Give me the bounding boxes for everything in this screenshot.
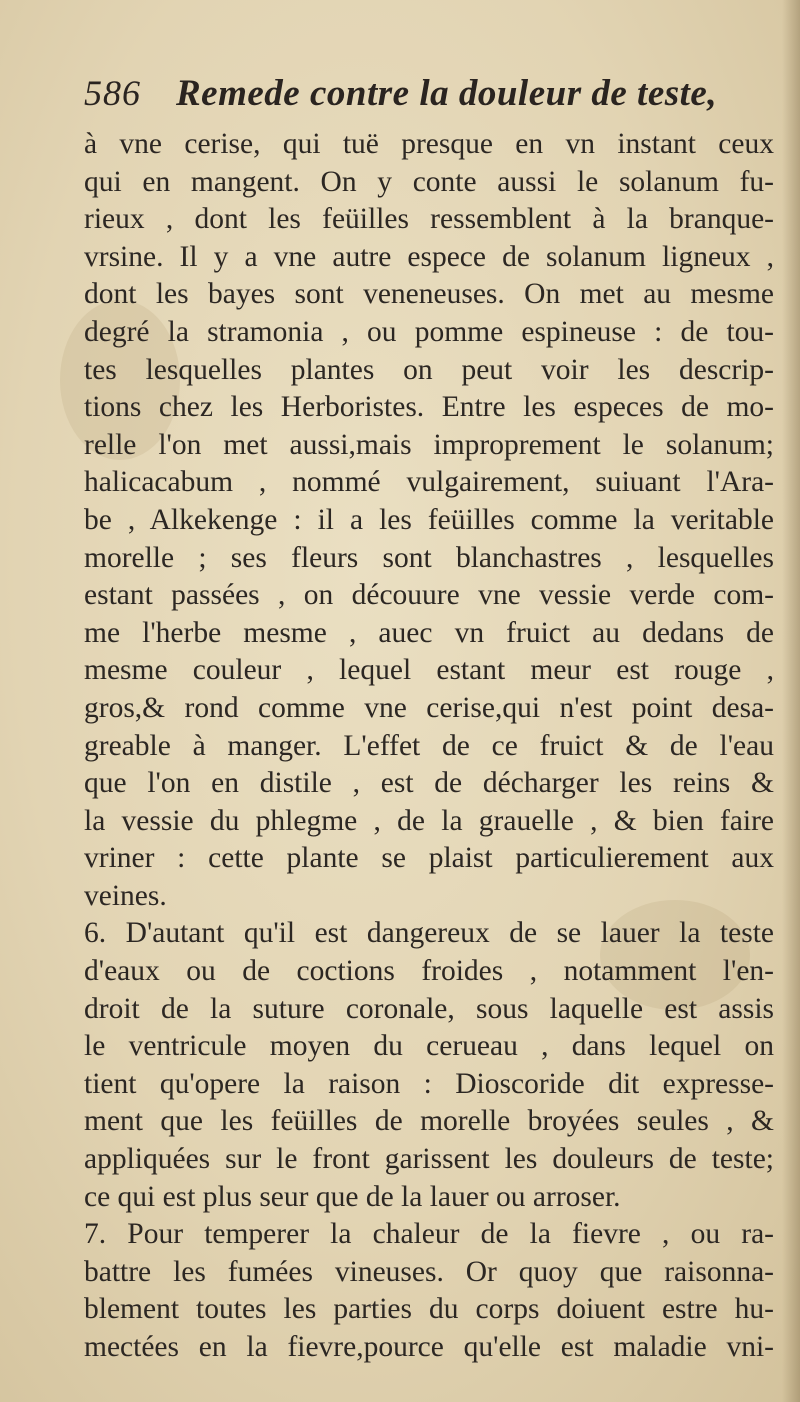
body-text <box>84 126 774 1367</box>
text-line: le ventricule moyen du cerueau , dans lequel on <box>84 1030 774 1063</box>
text-line: relle l'on met aussi,mais improprement le solanum; <box>84 428 774 461</box>
text-line: 6. D'autant qu'il est dangereux de se lauer la teste <box>84 917 774 950</box>
text-line: rieux , dont les feüilles ressemblent à la branque- <box>84 203 774 236</box>
text-line: à vne cerise, qui tuë presque en vn instant ceux <box>84 128 774 160</box>
text-line: d'eaux ou de coctions froides , notamment l'en- <box>84 955 774 988</box>
text-line: appliquées sur le front garissent les douleurs de teste; <box>84 1143 774 1176</box>
text-line: veines. <box>84 879 167 912</box>
text-line: gros,& rond comme vne cerise,qui n'est point desa- <box>84 691 774 724</box>
text-line: estant passées , on découure vne vessie verde com- <box>84 579 774 612</box>
text-line: blement toutes les parties du corps doiuent estre hu- <box>84 1293 774 1326</box>
text-line: vriner : cette plante se plaist particulierement aux <box>84 842 774 875</box>
text-line: mectées en la fievre,pource qu'elle est maladie vni- <box>84 1331 774 1363</box>
text-line: dont les bayes sont veneneuses. On met au mesme <box>84 278 774 311</box>
text-line: ment que les feüilles de morelle broyées seules , & <box>84 1105 774 1138</box>
text-line: morelle ; ses fleurs sont blanchastres , lesquelles <box>84 541 774 574</box>
page-number: 586 <box>84 73 141 113</box>
text-line: vrsine. Il y a vne autre espece de solanum ligneux , <box>84 240 774 273</box>
text-line: ce qui est plus seur que de la lauer ou arroser. <box>84 1180 621 1213</box>
text-line: battre les fumées vineuses. Or quoy que raisonna- <box>84 1255 774 1288</box>
text-line: droit de la suture coronale, sous laquelle est assis <box>84 992 774 1025</box>
text-line: 7. Pour temperer la chaleur de la fievre , ou ra- <box>84 1218 774 1251</box>
text-line: tes lesquelles plantes on peut voir les descrip- <box>84 353 774 386</box>
text-line: me l'herbe mesme , auec vn fruict au dedans de <box>84 616 774 649</box>
text-line: tions chez les Herboristes. Entre les especes de mo- <box>84 391 774 424</box>
text-line: la vessie du phlegme , de la grauelle , & bien faire <box>84 804 774 837</box>
running-title: Remede contre la douleur de teste, <box>176 73 718 114</box>
text-line: halicacabum , nommé vulgairement, suiuant l'Ara- <box>84 466 774 499</box>
text-line: be , Alkekenge : il a les feüilles comme la veritable <box>84 503 774 536</box>
text-line: qui en mangent. On y conte aussi le solanum fu- <box>84 165 774 198</box>
text-line: greable à manger. L'effet de ce fruict & de l'eau <box>84 729 774 762</box>
text-line: tient qu'opere la raison : Dioscoride dit expresse- <box>84 1067 774 1100</box>
text-line: que l'on en distile , est de décharger les reins & <box>84 767 774 800</box>
page-header <box>84 72 724 118</box>
text-line: mesme couleur , lequel estant meur est rouge , <box>84 654 774 687</box>
text-line: degré la stramonia , ou pomme espineuse : de tou- <box>84 315 774 348</box>
